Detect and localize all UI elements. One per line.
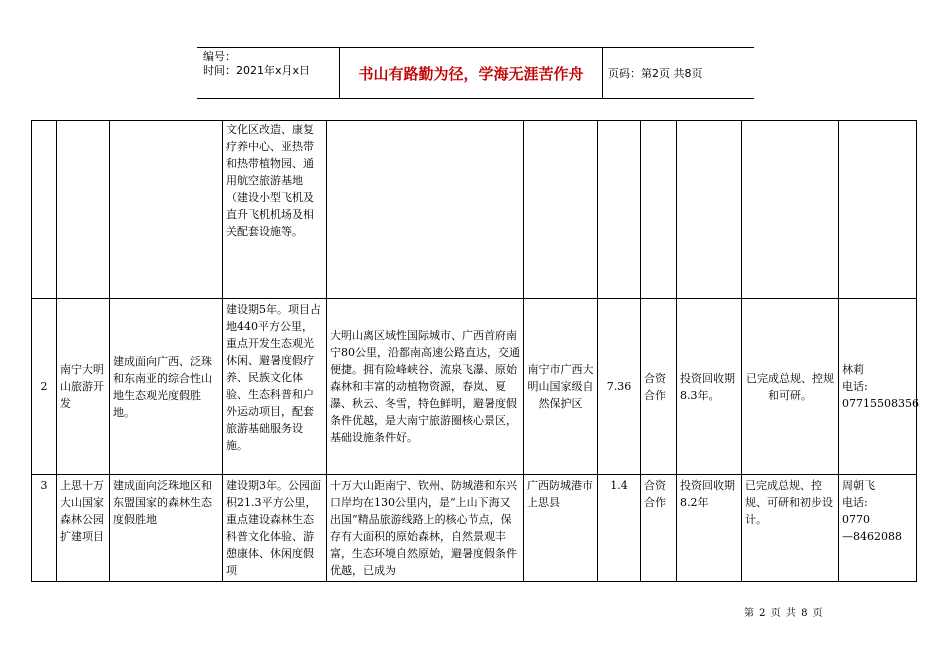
- project-table: [31, 120, 917, 582]
- cell-payback: [677, 121, 742, 299]
- contact-phone: 07715508356: [842, 397, 919, 410]
- date-label: 时间：2021年x月x日: [203, 64, 311, 77]
- contact-phone: 0770 —8462088: [842, 513, 914, 543]
- serial-label: 编号：: [203, 50, 236, 63]
- cell-progress: 已完成总规、控规和可研。: [742, 299, 839, 475]
- cell-location: [524, 121, 598, 299]
- cell-positioning: [110, 121, 223, 299]
- cell-investment: 7.36: [598, 299, 641, 475]
- cell-contact: [839, 475, 917, 582]
- table-row: [32, 299, 917, 475]
- cell-mode: 合资合作: [641, 299, 677, 475]
- cell-investment: [598, 121, 641, 299]
- cell-content: 建设期5年。项目占地440平方公里，重点开发生态观光休闲、避暑度假疗养、民族文化体验、生态科普和户外运动项目，配套旅游基础服务设施。: [223, 299, 327, 475]
- page-footer: 第 2 页 共 8 页: [744, 608, 824, 619]
- cell-contact: [839, 299, 917, 475]
- cell-no: 2: [32, 299, 57, 475]
- cell-progress: [742, 121, 839, 299]
- cell-no: [32, 121, 57, 299]
- header-page-label: 页码：第2页 共8页: [608, 67, 703, 80]
- cell-name: 南宁大明山旅游开发: [57, 299, 110, 475]
- cell-conditions: [327, 121, 524, 299]
- cell-content: 文化区改造、康复疗养中心、亚热带和热带植物园、通用航空旅游基地（建设小型飞机及直升飞机机场及相关配套设施等。: [223, 121, 327, 299]
- header-motto: 书山有路勤为径，学海无涯苦作舟: [340, 48, 603, 98]
- cell-contact: [839, 121, 917, 299]
- cell-content: 建设期3年。公园面积21.3平方公里，重点建设森林生态科普文化体验、游憩康体、休闲度假项: [223, 475, 327, 582]
- cell-conditions: 十万大山距南宁、钦州、防城港和东兴口岸均在130公里内，是“上山下海又出国”精品旅游线路上的核心节点，保存有大面积的原始森林，自然景观丰富，生态环境自然原始，避暑度假条件优越，已成为: [327, 475, 524, 582]
- cell-payback: 投资回收期 8.3年。: [677, 299, 742, 475]
- cell-positioning: 建成面向泛珠地区和东盟国家的森林生态度假胜地: [110, 475, 223, 582]
- cell-positioning: 建成面向广西、泛珠和东南亚的综合性山地生态观光度假胜地。: [110, 299, 223, 475]
- cell-name: [57, 121, 110, 299]
- table-row: [32, 475, 917, 582]
- cell-location: 广西防城港市上思县: [524, 475, 598, 582]
- contact-name: 周朝飞: [842, 479, 875, 492]
- cell-mode: 合资合作: [641, 475, 677, 582]
- cell-investment: 1.4: [598, 475, 641, 582]
- page-header: [197, 47, 754, 99]
- cell-no: 3: [32, 475, 57, 582]
- header-meta: [197, 48, 340, 98]
- table-row: [32, 121, 917, 299]
- cell-progress: 已完成总规、控规、可研和初步设计。: [742, 475, 839, 582]
- contact-name: 林莉: [842, 363, 864, 376]
- cell-mode: [641, 121, 677, 299]
- cell-location: 南宁市广西大明山国家级自然保护区: [524, 299, 598, 475]
- cell-name: 上思十万大山国家森林公园扩建项目: [57, 475, 110, 582]
- cell-payback: 投资回收期8.2年: [677, 475, 742, 582]
- cell-conditions: 大明山离区域性国际城市、广西首府南宁80公里，沿都南高速公路直达，交通便捷。拥有险峰峡谷、流泉飞瀑、原始森林和丰富的动植物资源，春岚、夏瀑、秋云、冬雪，特色鲜明，避暑度假条件优越，是大南宁旅游圈核心景区，基础设施条件好。: [327, 299, 524, 475]
- contact-phone-label: 电话:: [842, 496, 868, 509]
- contact-phone-label: 电话:: [842, 380, 868, 393]
